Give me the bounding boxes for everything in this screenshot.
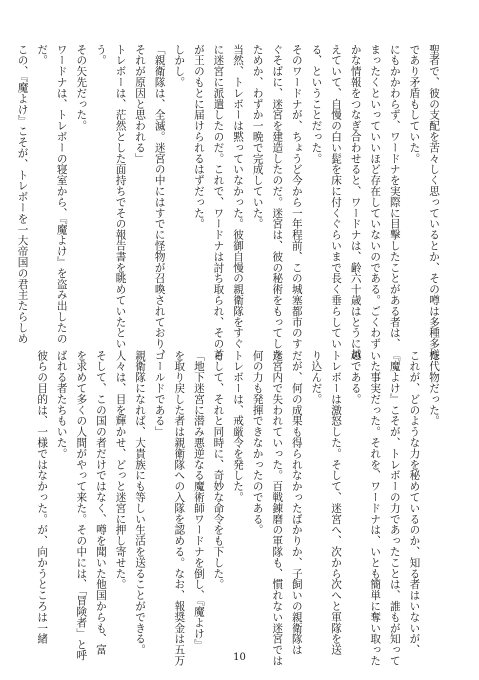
text-line: まったくといっていいほど存在していないのである。ごくわず	[369, 44, 382, 350]
text-line: 人々は、目を輝かせ、どっと迷宮に押し寄せた。	[114, 350, 127, 590]
text-line: 親衛隊になれば、大貴族にも等しい生活を送ることができる。	[134, 350, 147, 656]
text-line: ためか、わずか一晩で完成していた。	[251, 44, 264, 230]
text-line: 当然、トレボーは黙っていなかった。彼御自慢の親衛隊をすぐ	[232, 44, 245, 350]
text-block-top	[16, 44, 443, 361]
text-line: 彼らの目的は、一様ではなかった。が、向かうところは一緒	[36, 350, 49, 645]
text-line: それが原因と思われる」	[134, 44, 147, 164]
text-line: だが、何の成果も得られなかったばかりか、子飼いの親衛隊は	[290, 350, 303, 656]
text-line: そして、この国の者だけではなく、噂を聞いた他国からも、富	[94, 350, 107, 656]
text-line: が王のもとに届けられるはずだった。	[192, 44, 205, 230]
text-line: り込んだ。	[310, 350, 323, 405]
text-line: ゴールドである」	[153, 350, 166, 438]
text-line: だ。	[36, 44, 49, 66]
text-line: ワードナは、トレボーの寝室から、『魔よけ』を盗み出したの	[55, 44, 68, 344]
text-line: トレボーは激怒した。そして、迷宮へ、次から次へと軍隊を送	[330, 350, 343, 656]
text-line: 「地下迷宮に潜み悪逆なる魔術師ワードナを倒し、『魔よけ』	[192, 350, 205, 650]
text-line: る、ということだった。	[310, 44, 323, 164]
text-line: その矢先だった。	[75, 44, 88, 132]
page-number: 10	[233, 652, 246, 663]
text-line: のである。	[349, 350, 362, 405]
text-line: これが、どのような力を秘めているのか、知る者はいないが、	[408, 350, 421, 656]
text-line: 聖者で、彼の支配を苦々しく思っているとか、その噂は多種多様	[428, 44, 440, 361]
text-line: であり矛盾もしていた。	[408, 44, 421, 164]
text-line: ばれる者たちもいた。	[55, 350, 68, 459]
text-line: えていて、自慢の白い髭を床に付くぐらいまで長く垂らしてい	[330, 44, 343, 350]
text-line: そして、それと同時に、奇妙な命令をも下した。	[212, 350, 225, 590]
text-line: 迷宮内で失われていった。百戦錬磨の軍隊も、慣れない迷宮では	[271, 350, 284, 667]
text-line: ぐそばに、迷宮を建造したのだ。迷宮は、彼の秘術をもってした	[271, 44, 284, 361]
text-line: しかし。	[173, 44, 186, 88]
text-line: た代物だった。	[428, 350, 440, 427]
text-line: を求めて多くの人間がやって来た。その中には、「冒険者」と呼	[75, 350, 88, 661]
text-line: かな情報をつなぎ合わせると、ワードナは、齢六十歳はとうに越	[349, 44, 362, 361]
text-line: そのワードナが、ちょうど今から一年程前、この城塞都市のす	[290, 44, 303, 350]
text-line: トレボーは、戒厳令を発した。	[232, 350, 245, 503]
text-line: を取り戻した者は親衛隊への入隊を認める。なお、報奨金は五万	[173, 350, 186, 667]
text-line: に迷宮に派遣したのだ。これで、ワードナは討ち取られ、その首	[212, 44, 225, 361]
text-line: 「親衛隊は、全滅。迷宮の中にはすでに怪物が召喚されており、	[153, 44, 166, 361]
text-line: 『魔よけ』こそが、トレボーの力であったことは、誰もが知って	[388, 350, 401, 667]
text-line: 何の力も発揮できなかったのである。	[251, 350, 264, 536]
text-line: この、『魔よけ』こそが、トレボーを一大帝国の君主たらしめ	[16, 44, 29, 344]
text-line: にもかかわらず、ワードナを実際に目撃したことがある者は、	[388, 44, 401, 350]
text-line: う。	[94, 44, 107, 66]
text-line: いた事実だった。それを、ワードナは、いとも簡単に奪い取った	[369, 350, 382, 667]
text-line: トレボーは、茫然とした面持ちでその報告書を眺めていたとい	[114, 44, 127, 350]
